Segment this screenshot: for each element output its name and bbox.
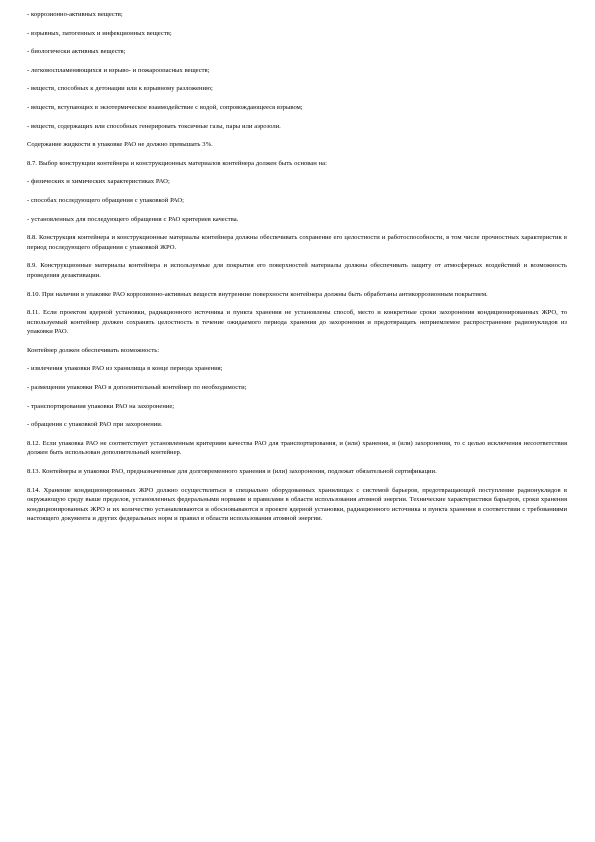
section-8-12: 8.12. Если упаковка РАО не соответствует установленным критериям качества РАО для транспортирования, и (или) хранения, и (или) захоронения, то с целью исключения несоответствия должен быть использован дополнительный контейнер.: [27, 439, 567, 457]
list-item: - биологически активных веществ;: [27, 48, 126, 56]
list-item: - размещения упаковки РАО в дополнительный контейнер по необходимости;: [27, 384, 247, 392]
list-item: - веществ, содержащих или способных генерировать токсичные газы, пары или аэрозоли.: [27, 122, 281, 130]
list-item: - взрывных, патогенных и инфекционных веществ;: [27, 29, 172, 37]
section-8-9: 8.9. Конструкционные материалы контейнера и используемые для покрытия его поверхностей материалы должны обеспечивать защиту от атмосферных воздействий и возможность проведения дезактивации.: [27, 262, 567, 279]
list-item: - извлечения упаковки РАО из хранилища в конце периода хранения;: [27, 365, 223, 373]
list-item: - легковоспламеняющихся и взрыво- и пожароопасных веществ;: [27, 66, 210, 74]
section-8-13: 8.13. Контейнеры и упаковки РАО, предназначенные для долговременного хранения и (или) захоронения, подлежат обязательной сертификации.: [27, 468, 437, 476]
section-8-14: 8.14. Хранение кондиционированных ЖРО должно осуществляться в специально оборудованных хранилищах с системой барьеров, предотвращающей поступление радионуклидов в окружающую среду выше пределов, установленных федеральными нормами и правилами в области использования атомной энергии. Технические характеристики барьеров, сроки хранения кондиционированных ЖРО и их количество устанавливаются и обосновываются в проекте ядерной установки, радиационного источника и пункта хранения в соответствии с требованиями настоящего документа и других федеральных норм и правил в области использования атомной энергии.: [27, 486, 567, 523]
list-item: - способах последующего обращения с упаковкой РАО;: [27, 196, 184, 204]
list-item: - веществ, вступающих в экзотермическое взаимодействие с водой, сопровождающееся взрывом;: [27, 103, 303, 111]
section-8-7: 8.7. Выбор конструкции контейнера и конструкционных материалов контейнера должен быть основан на:: [27, 159, 327, 167]
list-item: - коррозионно-активных веществ;: [27, 11, 123, 18]
document-body: [27, 10, 567, 533]
section-8-8: 8.8. Конструкция контейнера и конструкционные материалы контейнера должны обеспечивать сохранение его целостности и работоспособности, в том числе прочностных характеристик в период последующего обращения с упаковкой ЖРО.: [27, 234, 567, 251]
section-8-10: 8.10. При наличии в упаковке РАО коррозионно-активных веществ внутренние поверхности контейнера должны быть обработаны антикоррозионным покрытием.: [27, 290, 488, 298]
list-item: - веществ, способных к детонации или к взрывному разложению;: [27, 85, 213, 93]
paragraph: Контейнер должен обеспечивать возможность:: [27, 346, 160, 354]
list-item: - установленных для последующего обращения с РАО критериев качества.: [27, 215, 239, 223]
list-item: - обращения с упаковкой РАО при захоронении.: [27, 421, 163, 429]
paragraph: Содержание жидкости в упаковке РАО не должно превышать 3%.: [27, 141, 213, 149]
section-8-11: 8.11. Если проектом ядерной установки, радиационного источника и пункта хранения не установлены способ, место и конкретные сроки захоронения кондиционированных ЖРО, то используемый контейнер должен сохранять целостность в течение ожидаемого периода хранения до захоронения и предотвращать неприемлемое распространение радионуклидов из упаковки РАО.: [27, 309, 567, 336]
list-item: - физических и химических характеристиках РАО;: [27, 178, 170, 186]
list-item: - транспортирования упаковки РАО на захоронение;: [27, 402, 175, 410]
